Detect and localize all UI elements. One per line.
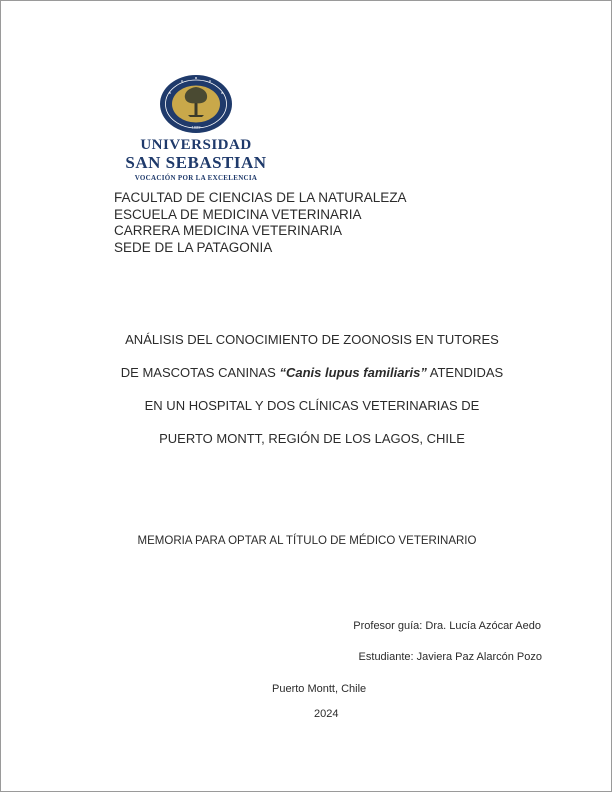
university-name-line1: UNIVERSIDAD [140, 137, 252, 153]
university-logo [111, 73, 281, 182]
species-name: “Canis lupus familiaris” [279, 365, 427, 380]
school-line: ESCUELA DE MEDICINA VETERINARIA [114, 206, 362, 222]
thesis-title [81, 323, 543, 455]
degree-statement: MEMORIA PARA OPTAR AL TÍTULO DE MÉDICO VETERINARIO [137, 535, 477, 547]
title-line-3: EN UN HOSPITAL Y DOS CLÍNICAS VETERINARIAS DE [144, 398, 480, 413]
campus-line: SEDE DE LA PATAGONIA [114, 239, 273, 255]
seal-year: 1989 [191, 124, 201, 130]
university-seal-icon [158, 73, 234, 135]
title-line-1: ANÁLISIS DEL CONOCIMIENTO DE ZOONOSIS EN TUTORES [125, 332, 499, 347]
professor-line: Profesor guía: Dra. Lucía Azócar Aedo [353, 620, 541, 632]
year-line: 2024 [314, 708, 339, 720]
career-line: CARRERA MEDICINA VETERINARIA [114, 223, 343, 238]
faculty-block [114, 190, 407, 256]
title-line-2-pre: DE MASCOTAS CANINAS [120, 365, 280, 380]
university-name [111, 137, 281, 171]
city-line: Puerto Montt, Chile [272, 683, 367, 695]
title-line-4: PUERTO MONTT, REGIÓN DE LOS LAGOS, CHILE [159, 431, 465, 446]
title-line-2 [81, 356, 543, 389]
university-name-line2: SAN SEBASTIAN [125, 153, 267, 172]
university-tagline: VOCACIÓN POR LA EXCELENCIA [134, 174, 258, 182]
student-line: Estudiante: Javiera Paz Alarcón Pozo [358, 651, 542, 663]
faculty-line: FACULTAD DE CIENCIAS DE LA NATURALEZA [114, 190, 407, 205]
title-line-2-post: ATENDIDAS [426, 365, 504, 380]
